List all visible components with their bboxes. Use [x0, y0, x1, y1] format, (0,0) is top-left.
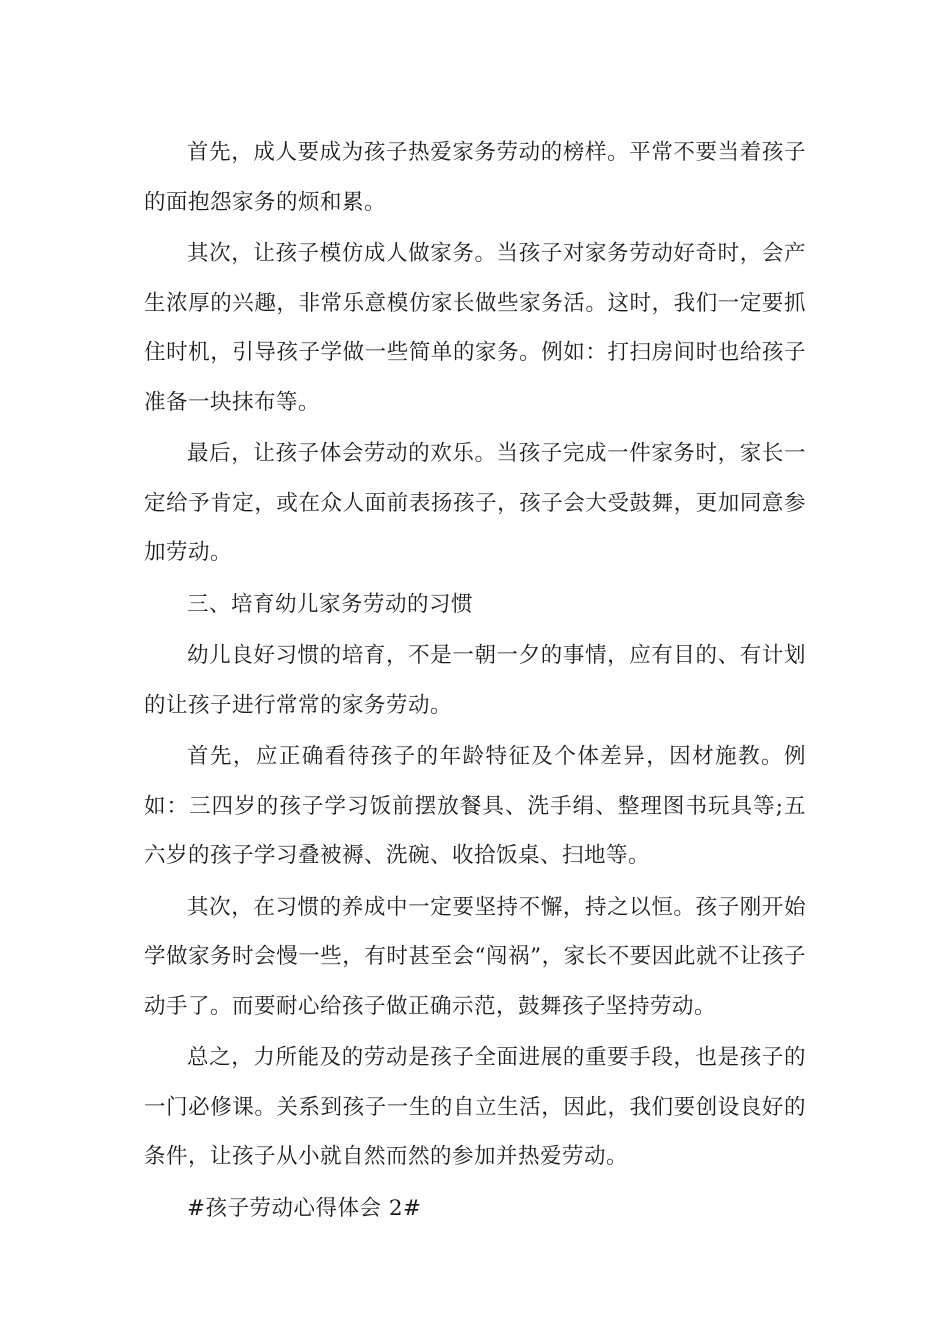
paragraph-imitate-adults: 其次，让孩子模仿成人做家务。当孩子对家务劳动好奇时，会产生浓厚的兴趣，非常乐意模仿家长做些家务活。这时，我们一定要抓住时机，引导孩子学做一些简单的家务。例如：打扫房间时也给孩子准备一块抹布等。 [144, 241, 806, 415]
paragraph-persistence: 其次，在习惯的养成中一定要坚持不懈，持之以恒。孩子刚开始学做家务时会慢一些，有时甚至会“闯祸”，家长不要因此就不让孩子动手了。而要耐心给孩子做正确示范，鼓舞孩子坚持劳动。 [144, 894, 806, 1019]
section-heading-habit: 三、培育幼儿家务劳动的习惯 [187, 591, 474, 617]
paragraph-conclusion: 总之，力所能及的劳动是孩子全面进展的重要手段，也是孩子的一门必修课。关系到孩子一生的自立生活，因此，我们要创设良好的条件，让孩子从小就自然而然的参加并热爱劳动。 [144, 1045, 806, 1169]
paragraph-role-model: 首先，成人要成为孩子热爱家务劳动的榜样。平常不要当着孩子的面抱怨家务的烦和累。 [144, 140, 806, 215]
paragraph-age-differences: 首先，应正确看待孩子的年龄特征及个体差异，因材施教。例如：三四岁的孩子学习饭前摆放餐具、洗手绢、整理图书玩具等;五六岁的孩子学习叠被褥、洗碗、收拾饭桌、扫地等。 [144, 744, 806, 868]
paragraph-habit-cultivation: 幼儿良好习惯的培育，不是一朝一夕的事情，应有目的、有计划的让孩子进行常常的家务劳动。 [144, 643, 806, 718]
section-marker-part-2: #孩子劳动心得体会 2# [187, 1195, 422, 1221]
paragraph-joy-of-labor: 最后，让孩子体会劳动的欢乐。当孩子完成一件家务时，家长一定给予肯定，或在众人面前表扬孩子，孩子会大受鼓舞，更加同意参加劳动。 [144, 441, 806, 565]
document-body [144, 128, 806, 1235]
